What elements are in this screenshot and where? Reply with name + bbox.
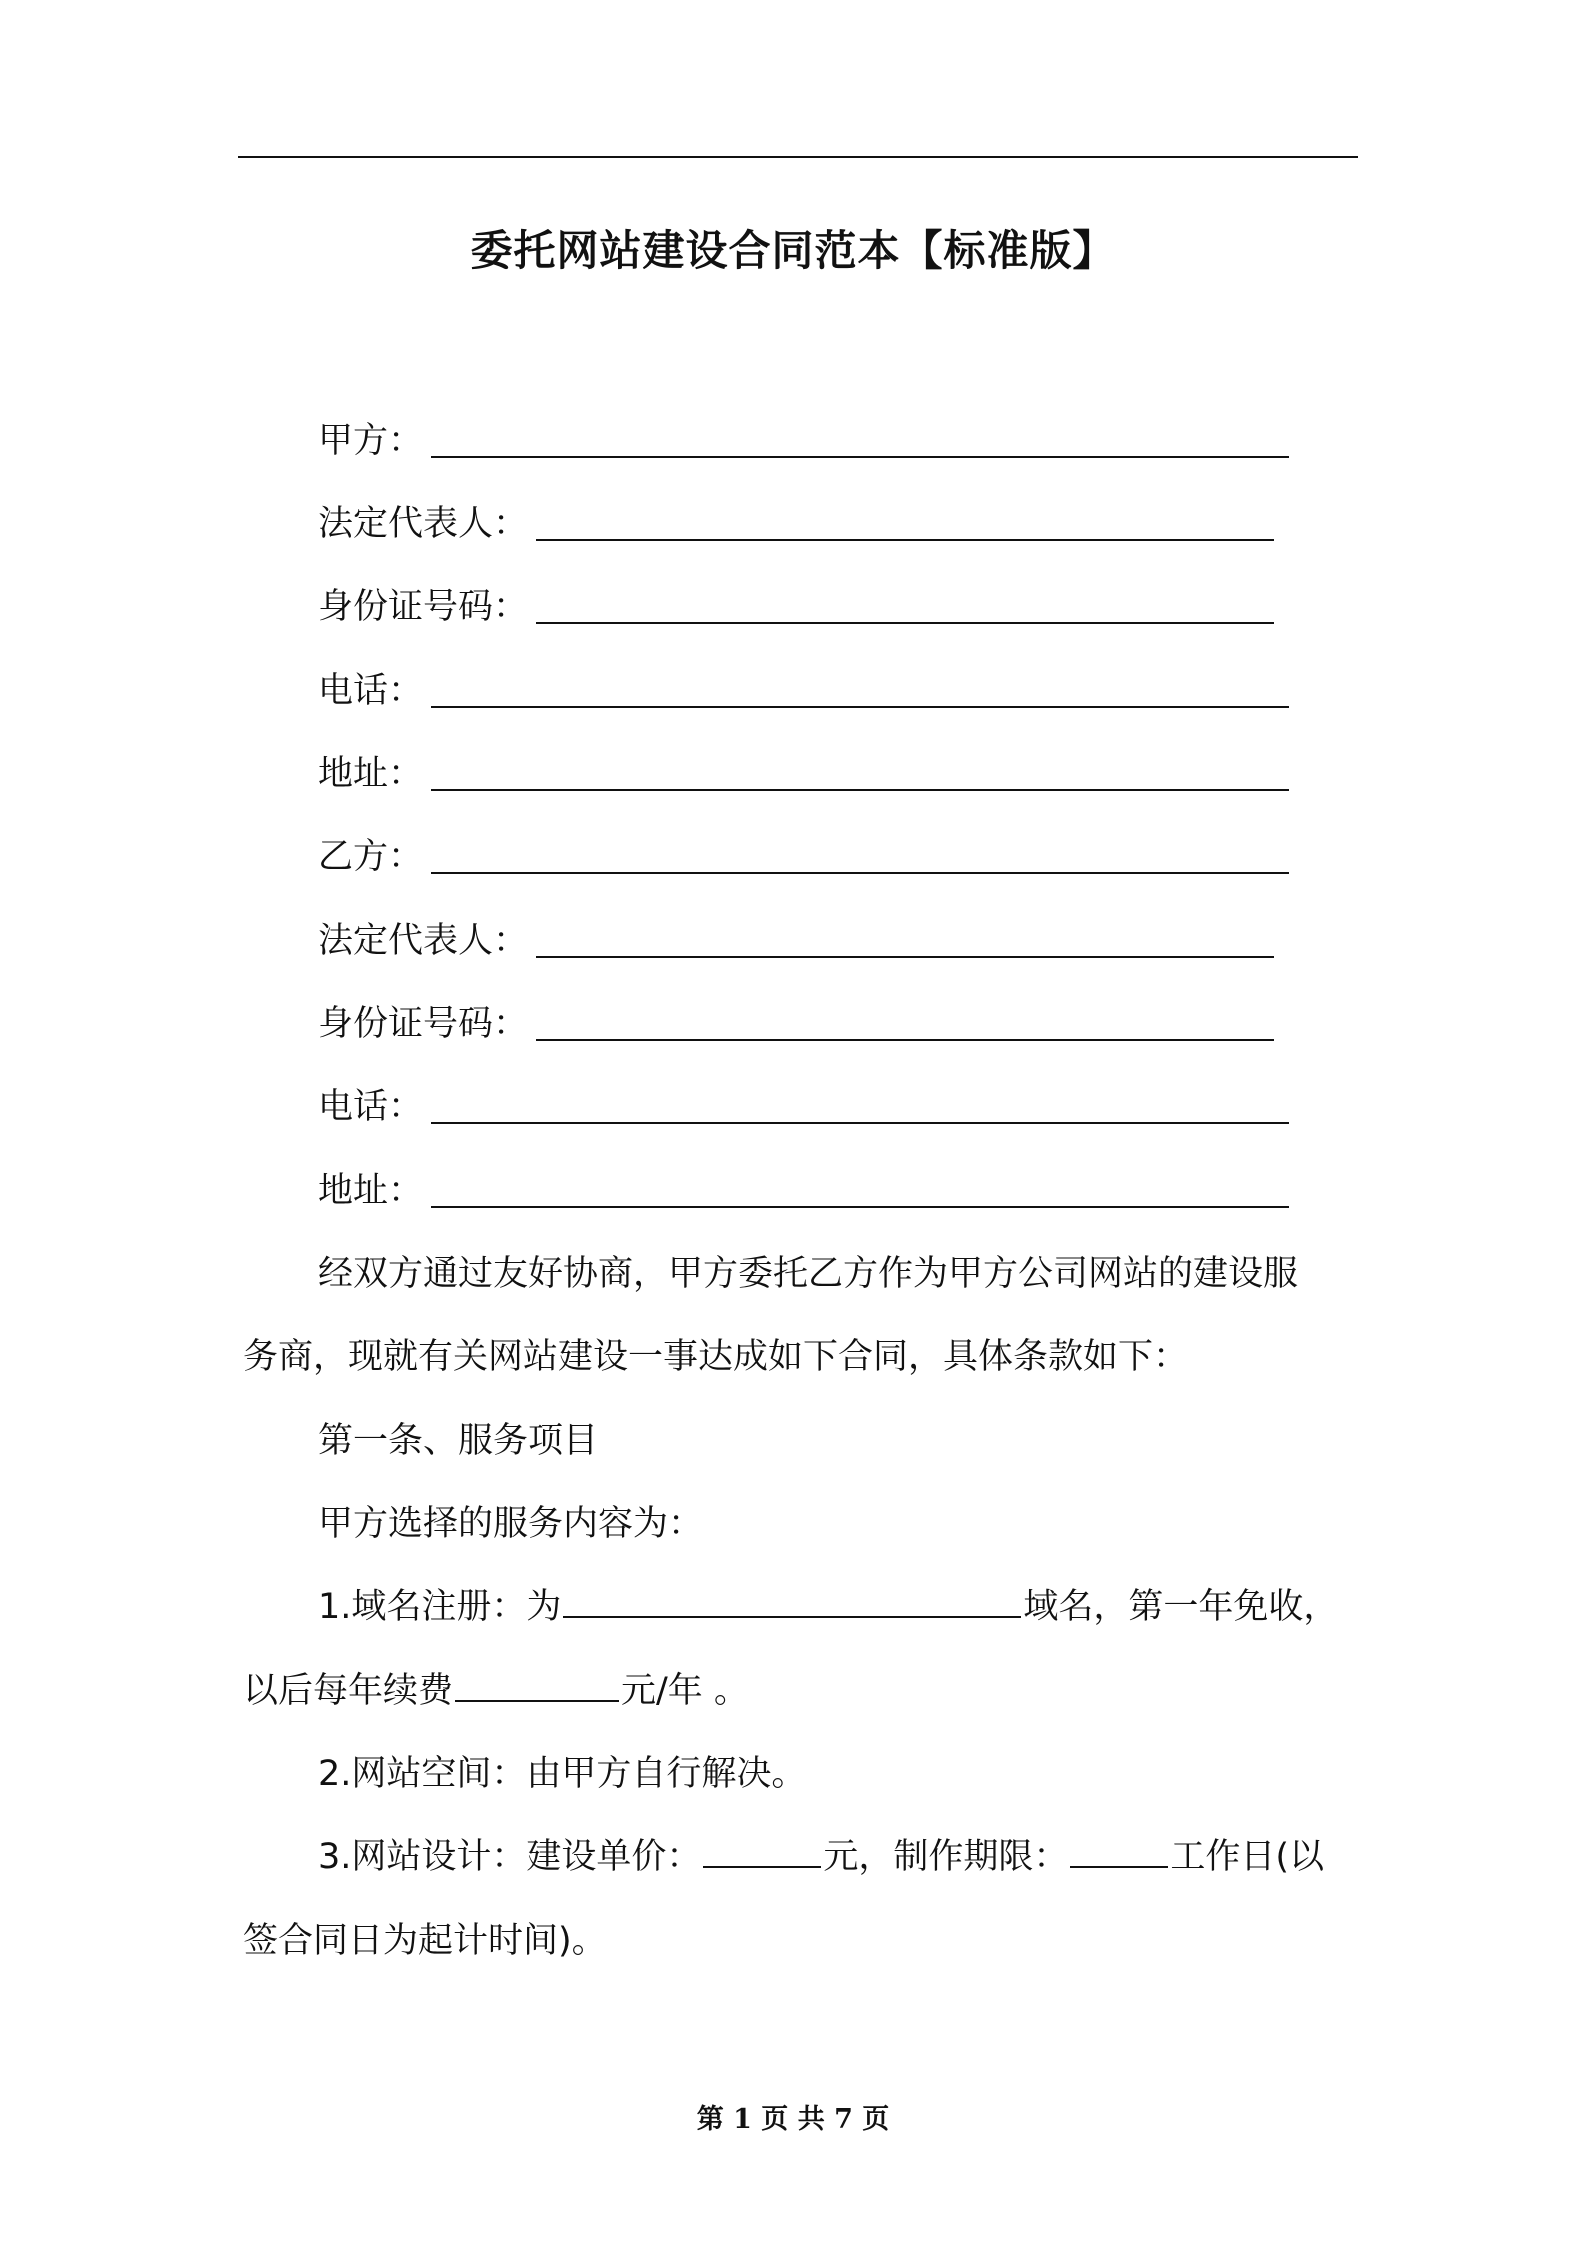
party-a-name-field [318,416,1289,466]
item-1-line-1 [318,1582,1338,1632]
party-b-address-label: 地址： [318,1171,424,1211]
party-a-rep-blank[interactable] [536,539,1274,541]
party-a-id-field [318,582,1274,632]
item-1-text-2: 域名，第一年免收， [1023,1587,1339,1627]
page-footer: 第 1 页 共 7 页 [696,2104,890,2135]
party-b-phone-field [318,1082,1289,1132]
party-a-name-label: 甲方： [318,421,424,461]
party-b-rep-field [318,916,1274,966]
item-3-label: 3.网站设计：建设单价： [318,1837,702,1877]
item-3-text-2: 元，制作期限： [823,1837,1069,1877]
item-3-line-1 [318,1832,1324,1882]
party-b-address-blank[interactable] [431,1206,1289,1208]
header-rule [238,156,1358,158]
item-1-line-2 [243,1666,749,1716]
party-b-phone-label: 电话： [318,1087,424,1127]
party-b-phone-blank[interactable] [431,1122,1289,1124]
party-a-rep-field [318,499,1274,549]
party-a-address-blank[interactable] [431,789,1289,791]
document-title: 委托网站建设合同范本【标准版】 [470,226,1116,275]
renewal-fee-blank[interactable] [455,1700,619,1702]
party-a-phone-field [318,666,1289,716]
work-days-blank[interactable] [1070,1866,1168,1868]
party-b-id-field [318,999,1274,1049]
party-a-id-label: 身份证号码： [318,587,529,627]
item-1-label: 1.域名注册：为 [318,1587,562,1627]
party-b-address-field [318,1166,1289,1216]
party-a-rep-label: 法定代表人： [318,504,529,544]
party-b-rep-blank[interactable] [536,956,1274,958]
party-a-phone-label: 电话： [318,671,424,711]
item-3-line-2: 签合同日为起计时间)。 [243,1921,607,1961]
services-intro: 甲方选择的服务内容为： [318,1504,704,1544]
item-2-line: 2.网站空间：由甲方自行解决。 [318,1754,807,1794]
item-3-text-3: 工作日(以 [1170,1837,1325,1877]
party-a-address-field [318,749,1289,799]
party-b-id-blank[interactable] [536,1039,1274,1041]
party-b-rep-label: 法定代表人： [318,921,529,961]
party-b-id-label: 身份证号码： [318,1004,529,1044]
party-a-id-blank[interactable] [536,622,1274,624]
intro-line-2: 务商，现就有关网站建设一事达成如下合同，具体条款如下： [243,1337,1189,1377]
party-b-name-blank[interactable] [431,872,1289,874]
unit-price-blank[interactable] [703,1866,821,1868]
party-b-name-label: 乙方： [318,837,424,877]
party-a-name-blank[interactable] [431,456,1289,458]
item-1-text-3: 以后每年续费 [243,1671,454,1711]
party-b-name-field [318,832,1289,882]
article-1-heading: 第一条、服务项目 [318,1421,599,1461]
intro-line-1: 经双方通过友好协商，甲方委托乙方作为甲方公司网站的建设服 [318,1254,1299,1294]
party-a-address-label: 地址： [318,754,424,794]
party-a-phone-blank[interactable] [431,706,1289,708]
domain-blank[interactable] [563,1616,1021,1618]
item-1-text-4: 元/年 。 [621,1671,749,1711]
